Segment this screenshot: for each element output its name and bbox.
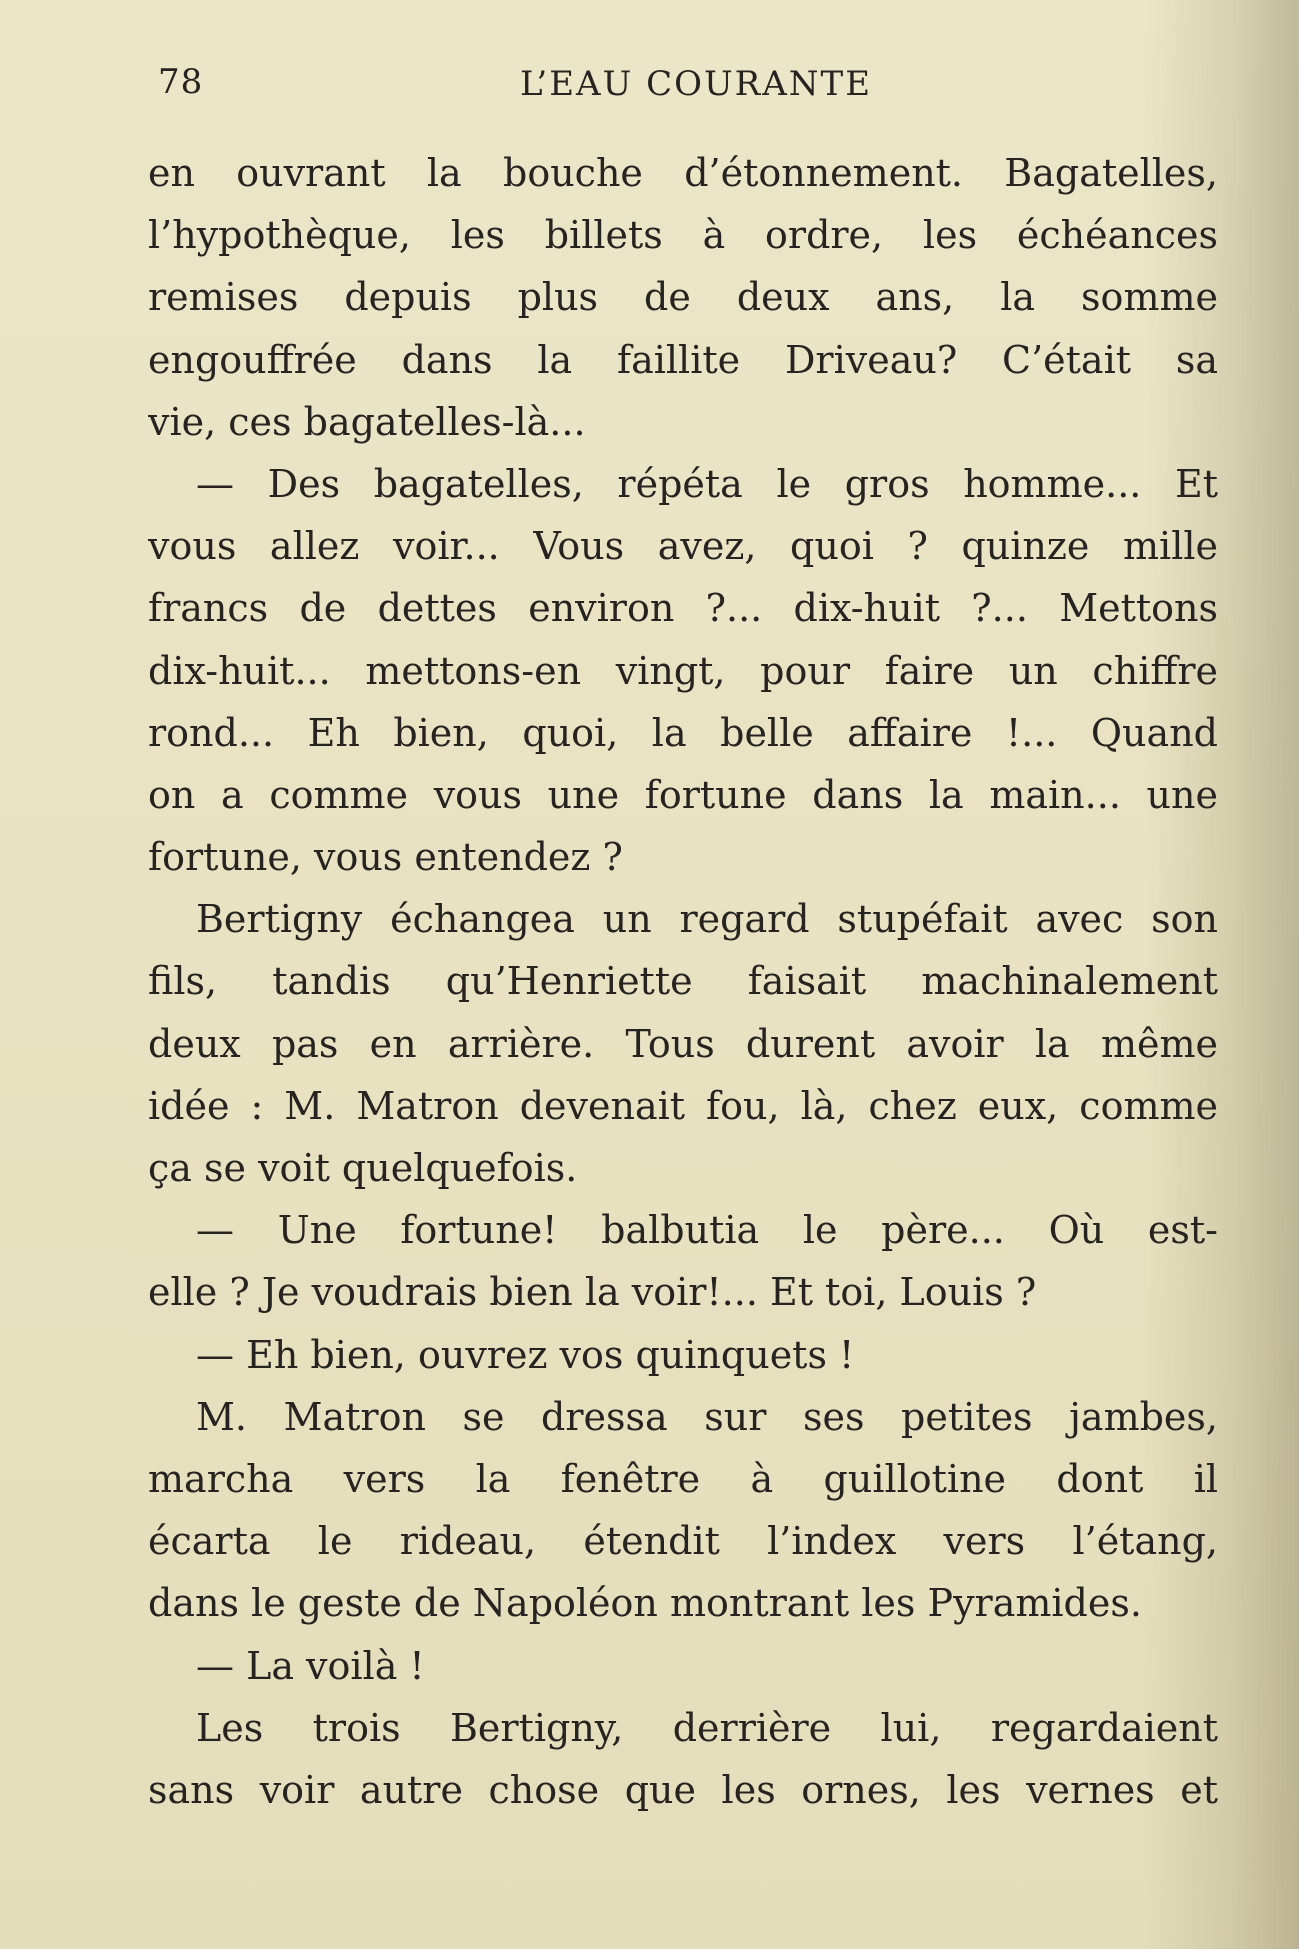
running-title: L’EAU COURANTE xyxy=(520,64,873,104)
text-line: idée : M. Matron devenait fou, là, chez eux, comme xyxy=(148,1083,1218,1128)
text-line: marcha vers la fenêtre à guillotine dont il xyxy=(148,1456,1218,1501)
text-line: francs de dettes environ ?... dix-huit ?... Mettons xyxy=(148,586,1218,631)
text-line: vous allez voir... Vous avez, quoi ? quinze mille xyxy=(148,524,1218,569)
text-line: — Des bagatelles, répéta le gros homme... Et xyxy=(196,461,1218,506)
text-line: ça se voit quelquefois. xyxy=(148,1146,578,1190)
text-line: M. Matron se dressa sur ses petites jambes, xyxy=(196,1394,1218,1439)
text-line: — La voilà ! xyxy=(196,1643,425,1688)
text-line: elle ? Je voudrais bien la voir!... Et toi, Louis ? xyxy=(148,1270,1037,1315)
text-line: fils, tandis qu’Henriette faisait machinalement xyxy=(148,959,1218,1004)
page-number: 78 xyxy=(158,62,204,102)
text-line: fortune, vous entendez ? xyxy=(148,835,623,880)
text-line: sans voir autre chose que les ornes, les vernes et xyxy=(148,1767,1218,1812)
page-header xyxy=(0,58,1299,118)
text-line: on a comme vous une fortune dans la main... une xyxy=(148,772,1218,817)
text-line: Les trois Bertigny, derrière lui, regardaient xyxy=(196,1705,1218,1750)
text-line: engouffrée dans la faillite Driveau? C’était sa xyxy=(148,337,1218,382)
text-line: — Une fortune! balbutia le père... Où est- xyxy=(196,1208,1218,1253)
text-line: Bertigny échangea un regard stupéfait avec son xyxy=(196,897,1218,942)
text-line: dans le geste de Napoléon montrant les Pyramides. xyxy=(148,1581,1142,1626)
text-line: écarta le rideau, étendit l’index vers l’étang, xyxy=(148,1519,1218,1564)
text-line: dix-huit... mettons-en vingt, pour faire un chiffre xyxy=(148,648,1218,693)
text-line: l’hypothèque, les billets à ordre, les échéances xyxy=(148,213,1218,258)
text-line: deux pas en arrière. Tous durent avoir la même xyxy=(148,1021,1218,1066)
text-line: vie, ces bagatelles-là... xyxy=(148,399,586,444)
text-line: remises depuis plus de deux ans, la somme xyxy=(148,275,1218,320)
text-line: en ouvrant la bouche d’étonnement. Bagatelles, xyxy=(148,151,1218,195)
text-line: rond... Eh bien, quoi, la belle affaire !... Quand xyxy=(148,710,1218,755)
text-line: — Eh bien, ouvrez vos quinquets ! xyxy=(196,1332,855,1377)
body-text xyxy=(148,142,1218,1821)
